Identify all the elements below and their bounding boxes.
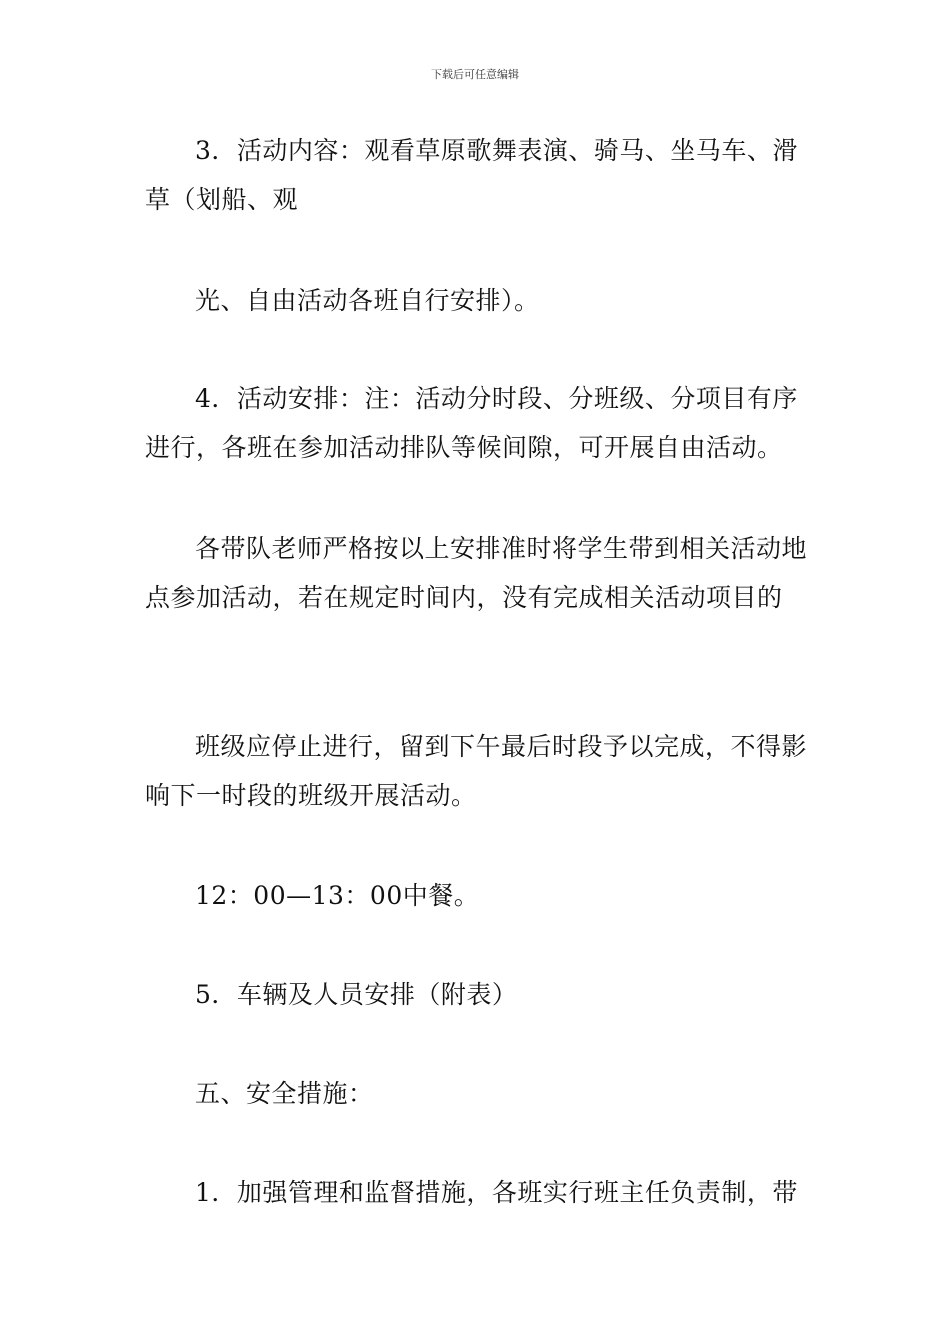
paragraph-activity-content: 3．活动内容：观看草原歌舞表演、骑马、坐马车、滑草（划船、观	[145, 136, 798, 214]
paragraph-activity-content-cont: 光、自由活动各班自行安排）。	[195, 286, 540, 315]
section-heading-safety: 五、安全措施：	[195, 1079, 374, 1108]
page-header-note: 下载后可任意编辑	[431, 68, 519, 81]
paragraph-lunch-time: 12：00—13：00中餐。	[195, 881, 480, 910]
paragraph-activity-arrangement: 4．活动安排：注：活动分时段、分班级、分项目有序进行，各班在参加活动排队等候间隙，可开展自由活动。	[145, 384, 798, 462]
paragraph-safety-management: 1．加强管理和监督措施，各班实行班主任负责制，带	[195, 1178, 798, 1207]
paragraph-class-stop: 班级应停止进行，留到下午最后时段予以完成，不得影响下一时段的班级开展活动。	[145, 732, 808, 810]
paragraph-teacher-instructions: 各带队老师严格按以上安排准时将学生带到相关活动地点参加活动，若在规定时间内，没有完成相关活动项目的	[145, 534, 808, 612]
paragraph-vehicle-arrangement: 5．车辆及人员安排（附表）	[195, 980, 518, 1009]
